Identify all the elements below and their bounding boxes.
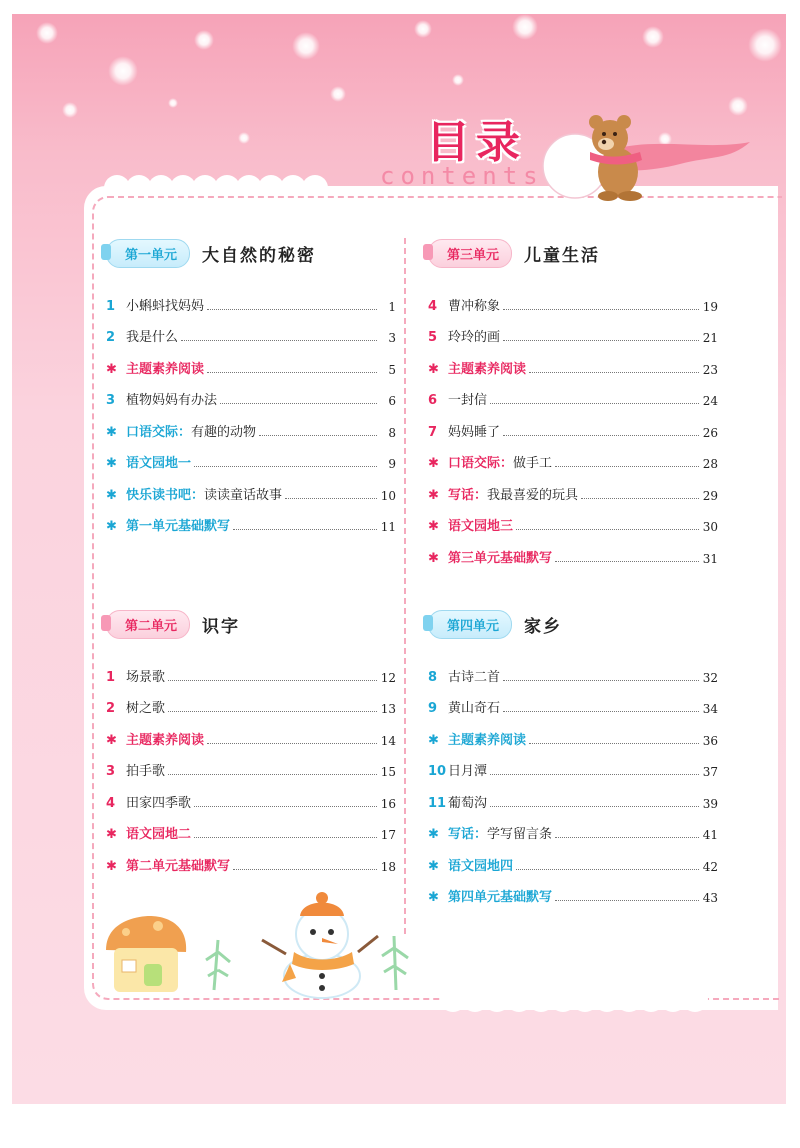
dot-leader: [285, 498, 377, 499]
entry-text: 我是什么: [126, 330, 179, 345]
toc-entry[interactable]: [428, 874, 718, 906]
dot-leader: [581, 498, 699, 499]
section-header: [428, 607, 718, 641]
toc-entry[interactable]: [428, 440, 718, 472]
entry-text: 场景歌: [126, 669, 166, 685]
entry-text: 拍手歌: [126, 764, 166, 779]
entry-number: 4: [106, 795, 116, 811]
entry-keyword: 快乐读书吧：: [126, 487, 205, 503]
snowman-and-house-illustration: [96, 880, 416, 1000]
entry-number: 7: [428, 424, 438, 440]
page-number: 36: [702, 733, 718, 748]
entry-text: 做手工: [513, 456, 553, 471]
entry-number: ✱: [428, 890, 439, 905]
page-number: 31: [702, 551, 718, 566]
toc-entry[interactable]: [428, 716, 718, 748]
toc-entry[interactable]: [428, 408, 718, 440]
section-header: [106, 607, 396, 641]
entry-title: [448, 547, 552, 566]
entry-keyword: 第二单元基础默写: [126, 858, 231, 874]
entry-title: [126, 484, 282, 503]
toc-entry[interactable]: [106, 653, 396, 685]
page-number: 18: [380, 859, 396, 874]
toc-entry[interactable]: [106, 282, 396, 314]
unit-badge: 第一单元: [106, 239, 190, 268]
sparkle: [414, 20, 432, 38]
entry-number: ✱: [106, 732, 117, 748]
dot-leader: [503, 340, 699, 341]
entry-keyword: 主题素养阅读: [448, 361, 527, 377]
entry-title: [448, 855, 513, 874]
page-number: 6: [388, 394, 396, 408]
entry-text: 我最喜爱的玩具: [487, 487, 579, 503]
entry-title: [126, 515, 230, 534]
toc-entry[interactable]: [106, 440, 396, 472]
dot-leader: [194, 466, 377, 467]
dot-leader: [233, 529, 377, 530]
page-number: 5: [388, 362, 396, 377]
entry-text: 葡萄沟: [448, 795, 488, 811]
dot-leader: [529, 743, 699, 744]
page-number: 30: [702, 520, 718, 534]
entry-text: 小蝌蚪找妈妈: [126, 298, 205, 314]
toc-entry[interactable]: [428, 748, 718, 780]
page-title: 目录: [426, 117, 526, 168]
entry-keyword: 口语交际：: [448, 456, 514, 471]
entry-title: [448, 823, 552, 842]
entry-number: 11: [428, 795, 447, 811]
page-number: 16: [380, 796, 396, 811]
page-number: 34: [702, 702, 718, 716]
sparkle: [330, 86, 346, 102]
entry-title: [448, 452, 552, 471]
toc-entry[interactable]: [106, 716, 396, 748]
toc-entry[interactable]: [428, 653, 718, 685]
page-number: 1: [388, 299, 396, 314]
page-number: 29: [702, 488, 718, 503]
entry-keyword: 第三单元基础默写: [448, 550, 553, 566]
entry-keyword: 写话：: [448, 827, 488, 842]
dot-leader: [207, 743, 377, 744]
page-number: 41: [702, 828, 718, 842]
entry-title: [448, 760, 487, 779]
toc-entry[interactable]: [106, 408, 396, 440]
entry-title: [448, 697, 500, 716]
dot-leader: [503, 309, 699, 310]
dot-leader: [490, 403, 699, 404]
entry-title: [448, 792, 487, 811]
entry-number: 4: [428, 298, 438, 314]
entry-text: 田家四季歌: [126, 795, 192, 811]
page-number: 19: [702, 299, 718, 314]
sparkle: [748, 28, 782, 62]
dot-leader: [233, 869, 377, 870]
sparkle: [108, 56, 138, 86]
toc-entry[interactable]: [428, 377, 718, 409]
entry-text: 黄山奇石: [448, 701, 501, 716]
dot-leader: [503, 711, 699, 712]
entry-list: [106, 282, 396, 534]
dot-leader: [194, 806, 377, 807]
entry-text: 树之歌: [126, 701, 166, 716]
sparkle: [36, 22, 58, 44]
section-unit-2: [106, 607, 396, 874]
unit-title: 识字: [202, 616, 241, 637]
sparkle: [62, 102, 78, 118]
dot-leader: [181, 340, 377, 341]
entry-keyword: 主题素养阅读: [448, 732, 527, 748]
toc-entry[interactable]: [428, 779, 718, 811]
dot-leader: [555, 900, 699, 901]
dot-leader: [490, 774, 699, 775]
unit-badge: 第三单元: [428, 239, 512, 268]
toc-entry[interactable]: [428, 811, 718, 843]
entry-number: ✱: [428, 732, 439, 748]
bear-with-snowball-illustration: [530, 112, 760, 202]
entry-keyword: 第一单元基础默写: [126, 519, 231, 534]
page-number: 39: [702, 796, 718, 811]
toc-entry[interactable]: [106, 471, 396, 503]
entry-number: 1: [106, 669, 116, 685]
entry-number: ✱: [106, 487, 117, 503]
entry-title: [448, 886, 552, 905]
toc-entry[interactable]: [428, 314, 718, 346]
entry-title: [448, 358, 526, 377]
page-number: 10: [380, 488, 396, 503]
entry-text: 曹冲称象: [448, 298, 501, 314]
page-number: 23: [702, 362, 718, 377]
page-number: 13: [380, 702, 396, 716]
page-number: 9: [388, 457, 396, 471]
entry-number: ✱: [106, 424, 117, 440]
entry-number: ✱: [106, 519, 117, 534]
page-number: 42: [702, 859, 718, 874]
dot-leader: [555, 837, 699, 838]
entry-number: ✱: [106, 858, 117, 874]
entry-number: 3: [106, 393, 116, 408]
entry-list: [428, 653, 718, 905]
entry-title: [448, 729, 526, 748]
entry-number: ✱: [428, 456, 439, 471]
entry-title: [126, 326, 178, 345]
dot-leader: [168, 680, 377, 681]
unit-title: 儿童生活: [524, 245, 601, 266]
section-unit-4: [428, 607, 718, 905]
toc-entry[interactable]: [106, 377, 396, 409]
toc-entry[interactable]: [106, 503, 396, 535]
page-number: 8: [388, 425, 396, 440]
entry-title: [126, 792, 191, 811]
entry-number: 1: [106, 298, 116, 314]
toc-entry[interactable]: [428, 503, 718, 535]
dot-leader: [259, 435, 377, 436]
toc-entry[interactable]: [106, 842, 396, 874]
dot-leader: [555, 561, 699, 562]
dot-leader: [220, 403, 377, 404]
entry-title: [448, 326, 500, 345]
page-number: 21: [702, 331, 718, 345]
toc-entry[interactable]: [428, 345, 718, 377]
entry-text: 有趣的动物: [191, 424, 257, 440]
dot-leader: [207, 372, 377, 373]
page-number: 43: [702, 891, 718, 905]
entry-number: ✱: [428, 361, 439, 377]
column-divider: [404, 238, 406, 934]
entry-text: 古诗二首: [448, 669, 501, 685]
toc-entry[interactable]: [428, 685, 718, 717]
entry-number: 9: [428, 701, 438, 716]
entry-title: [126, 823, 191, 842]
entry-keyword: 口语交际：: [126, 424, 192, 440]
toc-entry[interactable]: [106, 345, 396, 377]
entry-keyword: 语文园地二: [126, 827, 192, 842]
unit-badge: 第二单元: [106, 610, 190, 639]
unit-title: 大自然的秘密: [202, 245, 317, 266]
page-number: 28: [702, 457, 718, 471]
section-header: [106, 236, 396, 270]
entry-number: ✱: [106, 361, 117, 377]
entry-title: [126, 389, 217, 408]
entry-text: 植物妈妈有办法: [126, 393, 218, 408]
entry-title: [126, 295, 204, 314]
sparkle: [194, 30, 214, 50]
section-unit-3: [428, 236, 718, 566]
sparkle: [512, 14, 538, 40]
entry-number: 8: [428, 669, 438, 685]
section-header: [428, 236, 718, 270]
entry-number: ✱: [106, 827, 117, 842]
entry-title: [126, 760, 165, 779]
page-number: 11: [380, 520, 396, 534]
sparkle: [292, 32, 320, 60]
toc-entry[interactable]: [106, 314, 396, 346]
dot-leader: [529, 372, 699, 373]
entry-text: 学写留言条: [487, 827, 553, 842]
dot-leader: [555, 466, 699, 467]
page-number: 14: [380, 733, 396, 748]
entry-number: 5: [428, 330, 438, 345]
toc-entry[interactable]: [106, 685, 396, 717]
entry-list: [428, 282, 718, 566]
toc-entry[interactable]: [106, 748, 396, 780]
entry-title: [126, 421, 256, 440]
entry-number: ✱: [428, 858, 439, 874]
sparkle: [452, 74, 464, 86]
page-number: 15: [380, 765, 396, 779]
dot-leader: [503, 435, 699, 436]
toc-entry[interactable]: [428, 282, 718, 314]
toc-entry[interactable]: [428, 842, 718, 874]
toc-entry[interactable]: [106, 779, 396, 811]
entry-number: ✱: [428, 519, 439, 534]
entry-number: ✱: [428, 487, 439, 503]
entry-number: 6: [428, 393, 438, 408]
dot-leader: [168, 711, 377, 712]
entry-text: 妈妈睡了: [448, 424, 501, 440]
sparkle: [238, 132, 250, 144]
card-scallop-bottom: [440, 986, 770, 1006]
toc-entry[interactable]: [428, 534, 718, 566]
toc-entry[interactable]: [106, 811, 396, 843]
entry-number: 3: [106, 764, 116, 779]
entry-keyword: 语文园地四: [448, 858, 514, 874]
entry-title: [126, 666, 165, 685]
toc-entry[interactable]: [428, 471, 718, 503]
page-number: 32: [702, 670, 718, 685]
entry-keyword: 写话：: [448, 487, 488, 503]
section-unit-1: [106, 236, 396, 534]
entry-title: [448, 295, 500, 314]
page-number: 37: [702, 765, 718, 779]
entry-text: 读读童话故事: [204, 487, 283, 503]
entry-title: [126, 358, 204, 377]
entry-number: ✱: [428, 550, 439, 566]
entry-text: 一封信: [448, 393, 488, 408]
unit-badge: 第四单元: [428, 610, 512, 639]
entry-title: [448, 484, 578, 503]
dot-leader: [168, 774, 377, 775]
entry-title: [448, 515, 513, 534]
entry-number: ✱: [428, 827, 439, 842]
dot-leader: [194, 837, 377, 838]
entry-number: 2: [106, 701, 116, 716]
entry-title: [126, 729, 204, 748]
unit-title: 家乡: [524, 616, 563, 637]
entry-keyword: 语文园地三: [448, 519, 514, 534]
entry-text: 日月潭: [448, 764, 488, 779]
entry-keyword: 主题素养阅读: [126, 361, 205, 377]
dot-leader: [503, 680, 699, 681]
sparkle: [168, 98, 178, 108]
entry-keyword: 语文园地一: [126, 456, 192, 471]
entry-keyword: 第四单元基础默写: [448, 890, 553, 905]
entry-title: [126, 452, 191, 471]
dot-leader: [516, 869, 699, 870]
page-number: 3: [388, 331, 396, 345]
entry-keyword: 主题素养阅读: [126, 732, 205, 748]
entry-text: 玲玲的画: [448, 330, 501, 345]
entry-title: [126, 697, 165, 716]
entry-title: [126, 855, 230, 874]
dot-leader: [207, 309, 377, 310]
entry-number: 10: [428, 764, 447, 779]
page-number: 17: [380, 828, 396, 842]
page-number: 12: [380, 670, 396, 685]
entry-title: [448, 666, 500, 685]
entry-title: [448, 389, 487, 408]
entry-number: 2: [106, 330, 116, 345]
page-number: 24: [702, 394, 718, 408]
dot-leader: [516, 529, 699, 530]
sparkle: [642, 26, 664, 48]
entry-list: [106, 653, 396, 874]
entry-title: [448, 421, 500, 440]
page-subtitle: contents: [380, 162, 544, 190]
page-number: 26: [702, 425, 718, 440]
dot-leader: [490, 806, 699, 807]
entry-number: ✱: [106, 456, 117, 471]
